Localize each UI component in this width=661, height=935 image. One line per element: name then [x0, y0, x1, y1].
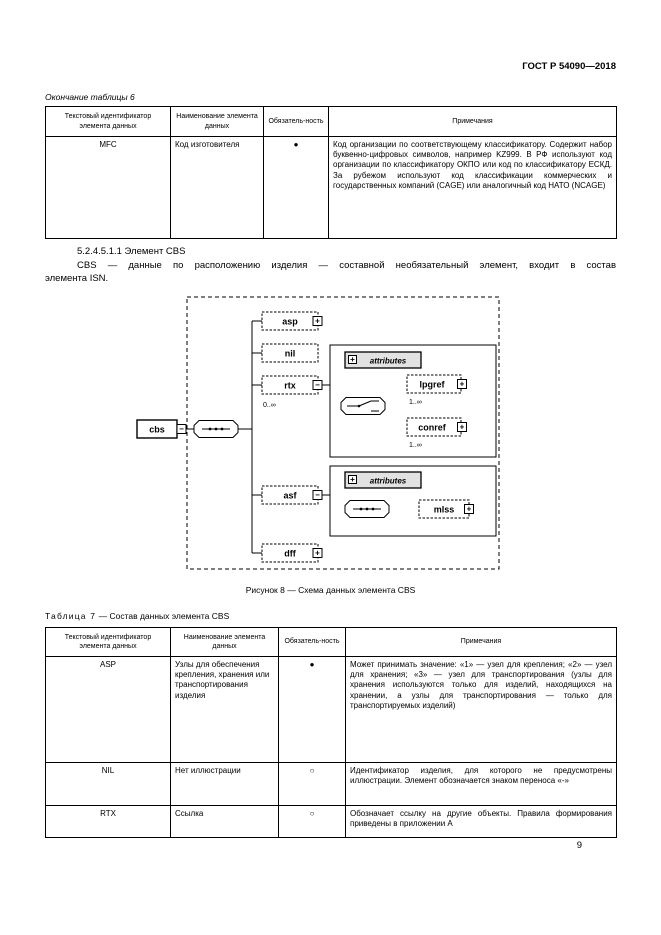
column-header-notes: Примечания — [329, 107, 617, 137]
collapse-icon: − — [315, 380, 320, 390]
sequence-compositor-icon — [194, 421, 238, 438]
section-paragraph — [45, 259, 616, 285]
asf-attributes-label: attributes — [369, 476, 407, 486]
cell-element-id: ASP — [46, 657, 171, 763]
element-nil-label: nil — [284, 348, 296, 359]
paragraph-line: CBS — данные по расположению изделия — составной необязательный элемент, входит в состав — [77, 260, 616, 271]
element-asp-label: asp — [282, 316, 298, 327]
rtx-attributes-label: attributes — [369, 356, 407, 366]
element-conref-label: conref — [418, 422, 446, 433]
expand-icon: + — [350, 355, 355, 364]
expand-icon: + — [315, 548, 320, 558]
column-header-notes: Примечания — [346, 628, 617, 657]
table-row — [46, 137, 617, 239]
table-6-continuation — [45, 106, 617, 239]
expand-icon: + — [459, 422, 465, 432]
table-row — [46, 657, 617, 763]
cell-notes: Код организации по соответствующему классификатору. Содержит набор буквенно-цифровых символов, например KZ999. В РФ используют код организации по классификатору ОКПО или код по классификатору ЕСКД. За рубежом используют код классификации коммерческих и государственных компаний (CAGE) или аналогичный код НАТО (NCAGE) — [329, 137, 617, 239]
element-rtx — [262, 376, 322, 409]
element-dff — [262, 544, 322, 562]
table-row — [46, 806, 617, 838]
cell-element-name: Нет иллюстрации — [171, 763, 279, 806]
element-mlss-label: mlss — [433, 504, 455, 515]
column-header-id: Текстовый идентификатор элемента данных — [46, 628, 171, 657]
cell-element-name: Ссылка — [171, 806, 279, 838]
collapse-icon: − — [179, 424, 184, 434]
table7-title-text: — Состав данных элемента CBS — [98, 611, 230, 621]
cell-notes: Идентификатор изделия, для которого не предусмотрены иллюстрации. Элемент обозначается знаком переноса «-» — [346, 763, 617, 806]
cell-mandatory-mark: ● — [279, 657, 346, 763]
paragraph-line: элемента ISN. — [45, 273, 109, 284]
cell-element-name: Код изготовителя — [171, 137, 264, 239]
column-header-id: Текстовый идентификатор элемента данных — [46, 107, 171, 137]
table-7 — [45, 627, 617, 838]
expand-icon: + — [315, 316, 320, 326]
expand-icon: + — [466, 504, 472, 514]
figure-caption: Рисунок 8 — Схема данных элемента CBS — [245, 585, 416, 595]
element-asp — [262, 312, 322, 330]
element-mlss — [419, 500, 474, 518]
table-row — [46, 763, 617, 806]
cell-mandatory-mark: ● — [264, 137, 329, 239]
cell-notes: Может принимать значение: «1» — узел для крепления; «2» — узел для хранения; «3» — узел для транспортирования (узлы для хранения используются только для изделий, находящихся на хранении, а узлы для транспортирования — только для транспортируемых изделий) — [346, 657, 617, 763]
cbs-schema-diagram — [132, 291, 510, 575]
element-nil — [262, 344, 318, 362]
cell-notes: Обозначает ссылку на другие объекты. Правила формирования приведены в приложении А — [346, 806, 617, 838]
cell-element-id: MFC — [46, 137, 171, 239]
lpgref-cardinality: 1..∞ — [409, 399, 422, 406]
table-header-row — [46, 107, 617, 137]
doc-header: ГОСТ Р 54090—2018 — [522, 61, 616, 72]
expand-icon: + — [350, 475, 355, 484]
element-asf-label: asf — [283, 490, 297, 501]
collapse-icon: − — [315, 490, 320, 500]
column-header-name: Наименование элемента данных — [171, 107, 264, 137]
table-header-row — [46, 628, 617, 657]
conref-cardinality: 1..∞ — [409, 442, 422, 449]
asf-content-container — [330, 466, 496, 536]
cell-mandatory-mark: ○ — [279, 806, 346, 838]
cell-mandatory-mark: ○ — [279, 763, 346, 806]
rtx-cardinality: 0..∞ — [263, 402, 276, 409]
expand-icon: + — [459, 379, 465, 389]
sequence-compositor-icon — [345, 501, 389, 518]
element-lpgref-label: lpgref — [419, 379, 445, 390]
element-cbs-label: cbs — [149, 424, 165, 435]
cell-element-id: NIL — [46, 763, 171, 806]
table6-continuation-caption: Окончание таблицы 6 — [45, 92, 135, 102]
column-header-mandatory: Обязатель-ность — [264, 107, 329, 137]
element-dff-label: dff — [284, 548, 296, 559]
column-header-name: Наименование элемента данных — [171, 628, 279, 657]
table7-title-label: Таблица 7 — [45, 611, 97, 621]
cell-element-name: Узлы для обеспечения крепления, хранения или транспортирования изделия — [171, 657, 279, 763]
choice-compositor-icon — [341, 398, 385, 415]
column-header-mandatory: Обязатель-ность — [279, 628, 346, 657]
element-cbs — [137, 420, 186, 438]
section-heading: 5.2.4.5.1.1 Элемент CBS — [77, 246, 186, 257]
table7-title — [45, 611, 229, 621]
rtx-content-container — [330, 345, 496, 457]
page-number: 9 — [576, 840, 582, 851]
cell-element-id: RTX — [46, 806, 171, 838]
element-rtx-label: rtx — [284, 380, 296, 391]
element-asf — [262, 486, 322, 504]
